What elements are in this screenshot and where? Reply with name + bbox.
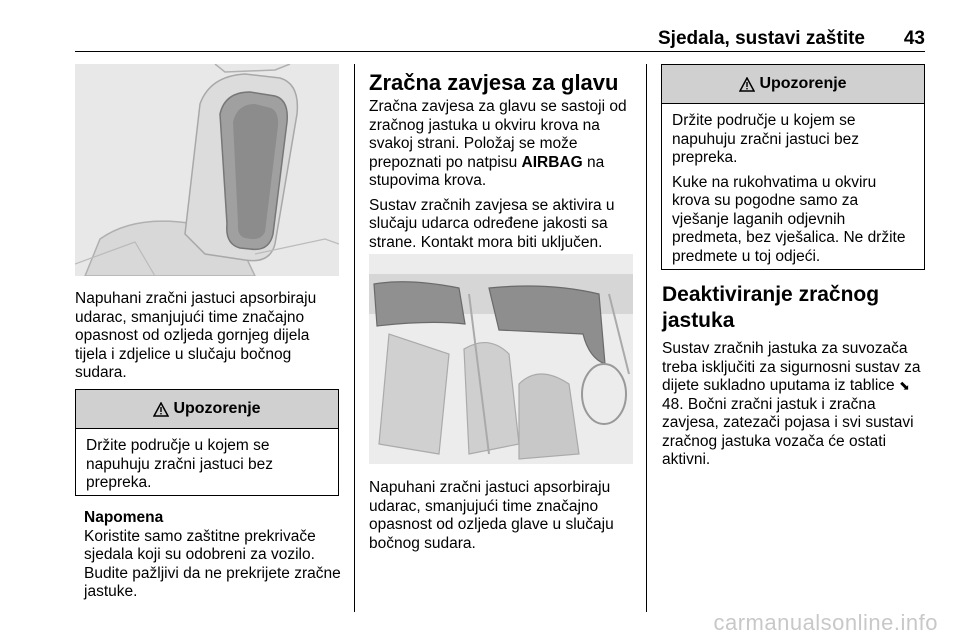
page-reference-arrow-icon[interactable]: ⬊ xyxy=(898,378,910,393)
warning-text-2: Kuke na rukohvatima u okviru krova su pogodne samo za vješanje laganih odjevnih predmeta, bez vješalica. Ne držite predmete u toj odjeći. xyxy=(672,173,906,265)
deactivation-text-end: 48. Bočni zračni jastuk i zračna zavjesa, zatezači pojasa i svi sustavi zračnog jastuka vozača će ostati aktivni. xyxy=(662,395,914,468)
middle-column-text xyxy=(369,70,637,258)
note-title: Napomena xyxy=(84,509,164,526)
seat-airbag-figure xyxy=(75,64,339,276)
front-seat-side-airbag-illustration xyxy=(75,64,339,276)
airbag-label: AIRBAG xyxy=(521,153,583,171)
note-text: Koristite samo zaštitne prekrivače sjedala koji su odobreni za vozilo. Budite pažljivi da ne prekrijete zračne jastuke. xyxy=(84,527,341,600)
note-block xyxy=(84,509,346,602)
curtain-airbag-heading: Zračna zavjesa za glavu xyxy=(369,70,619,95)
warning-triangle-icon xyxy=(739,77,755,92)
curtain-paragraph-2: Sustav zračnih zavjesa se aktivira u slučaju udarca određene jakosti sa strane. Kontakt mora biti uključen. xyxy=(369,196,615,251)
seat-figure-caption: Napuhani zračni jastuci apsorbiraju udarac, smanjujući time značajno opasnost od ozljeda gornjeg dijela tijela i zdjelice u slučaju bočnog sudara. xyxy=(75,290,317,381)
curtain-p1-text: Zračna zavjesa za glavu se sastoji od zračnog jastuka u okviru krova na svakoj strani. Položaj se može prepoznati po natpisu xyxy=(369,98,627,171)
warning-title: Upozorenje xyxy=(173,400,261,417)
left-warning-box xyxy=(75,389,339,496)
watermark: carmanualsonline.info xyxy=(713,610,938,635)
warning-triangle-icon xyxy=(153,402,169,417)
deactivation-paragraph xyxy=(662,340,928,470)
warning-header xyxy=(662,65,924,104)
warning-text: Držite područje u kojem se napuhuju zračni jastuci bez prepreka. xyxy=(86,437,273,491)
column-divider-1 xyxy=(354,64,355,612)
column-divider-2 xyxy=(646,64,647,612)
deactivation-heading: Deaktiviranje zračnog jastuka xyxy=(662,283,880,332)
curtain-p1-end: na stupovima krova. xyxy=(369,153,605,189)
warning-body xyxy=(662,104,924,280)
curtain-figure-caption: Napuhani zračni jastuci apsorbiraju udarac, smanjujući time značajno opasnost od ozljeda glave u slučaju bočnog sudara. xyxy=(369,479,614,552)
warning-body xyxy=(76,429,338,507)
header-rule xyxy=(75,51,925,52)
warning-header xyxy=(76,390,338,429)
curtain-paragraph-1 xyxy=(369,98,637,191)
right-column-text xyxy=(662,282,928,476)
deactivation-text: Sustav zračnih jastuka za suvozača treba isključiti za sigurnosni sustav za dijete sukladno uputama iz tablice xyxy=(662,340,921,394)
warning-text-1: Držite područje u kojem se napuhuju zračni jastuci bez prepreka. xyxy=(672,112,859,166)
middle-caption xyxy=(369,479,637,559)
warning-title: Upozorenje xyxy=(759,75,847,92)
section-title: Sjedala, sustavi zaštite xyxy=(658,28,865,49)
page-number: 43 xyxy=(903,28,925,49)
right-warning-box xyxy=(661,64,925,270)
curtain-airbag-figure xyxy=(369,254,633,464)
left-caption xyxy=(75,290,343,389)
page-header xyxy=(75,28,925,50)
head-curtain-airbag-illustration xyxy=(369,254,633,464)
